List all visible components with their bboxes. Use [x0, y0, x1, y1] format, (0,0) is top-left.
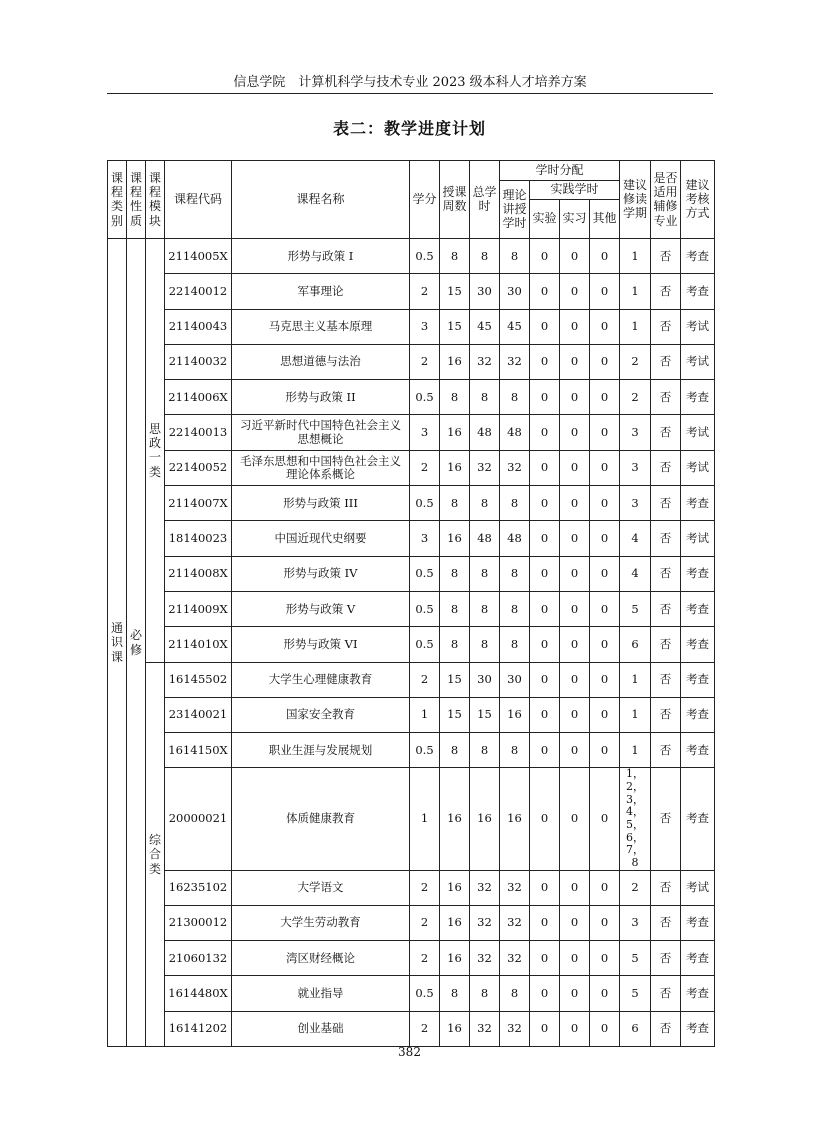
cell-total: 8 — [470, 591, 500, 626]
cell-total: 8 — [470, 556, 500, 591]
cell-experiment: 0 — [530, 905, 560, 940]
cell-assessment: 考查 — [681, 733, 715, 768]
cell-code: 16141202 — [165, 1011, 232, 1046]
cell-assessment: 考查 — [681, 591, 715, 626]
cell-minor: 否 — [651, 697, 681, 732]
cell-minor: 否 — [651, 591, 681, 626]
cell-name: 就业指导 — [232, 976, 410, 1011]
cell-internship: 0 — [560, 380, 590, 415]
cell-weeks: 16 — [440, 344, 470, 379]
cell-internship: 0 — [560, 591, 590, 626]
cell-assessment: 考查 — [681, 380, 715, 415]
cell-semester: 1，2，3，4，5，6，7，8 — [620, 768, 651, 870]
cell-weeks: 8 — [440, 733, 470, 768]
module-cell-ideology: 思政一类 — [146, 239, 165, 663]
cell-credit: 2 — [410, 905, 440, 940]
cell-minor: 否 — [651, 768, 681, 870]
cell-weeks: 8 — [440, 976, 470, 1011]
cell-code: 1614480X — [165, 976, 232, 1011]
cell-internship: 0 — [560, 627, 590, 662]
table-row — [108, 1011, 715, 1046]
cell-credit: 2 — [410, 274, 440, 309]
cell-semester: 4 — [620, 521, 651, 556]
page-number: 382 — [398, 1045, 421, 1059]
table-row — [108, 627, 715, 662]
cell-experiment: 0 — [530, 1011, 560, 1046]
cell-code: 2114008X — [165, 556, 232, 591]
cell-minor: 否 — [651, 976, 681, 1011]
cell-semester: 5 — [620, 941, 651, 976]
cell-theory: 32 — [500, 905, 530, 940]
cell-assessment: 考查 — [681, 976, 715, 1011]
cell-minor: 否 — [651, 521, 681, 556]
cell-minor: 否 — [651, 627, 681, 662]
cell-name: 湾区财经概论 — [232, 941, 410, 976]
cell-other: 0 — [590, 486, 620, 521]
cell-code: 20000021 — [165, 768, 232, 870]
header-category: 课程类别 — [108, 161, 127, 239]
table-row — [108, 344, 715, 379]
cell-experiment: 0 — [530, 486, 560, 521]
cell-other: 0 — [590, 380, 620, 415]
cell-weeks: 8 — [440, 591, 470, 626]
cell-credit: 2 — [410, 941, 440, 976]
cell-total: 8 — [470, 239, 500, 274]
cell-minor: 否 — [651, 274, 681, 309]
table-row — [108, 415, 715, 450]
cell-experiment: 0 — [530, 380, 560, 415]
cell-total: 48 — [470, 415, 500, 450]
cell-assessment: 考查 — [681, 274, 715, 309]
cell-assessment: 考查 — [681, 905, 715, 940]
cell-theory: 48 — [500, 521, 530, 556]
cell-credit: 3 — [410, 415, 440, 450]
cell-total: 16 — [470, 768, 500, 870]
cell-name: 毛泽东思想和中国特色社会主义理论体系概论 — [232, 450, 410, 485]
cell-code: 22140012 — [165, 274, 232, 309]
cell-credit: 2 — [410, 344, 440, 379]
cell-theory: 16 — [500, 697, 530, 732]
cell-code: 18140023 — [165, 521, 232, 556]
cell-code: 21300012 — [165, 905, 232, 940]
header-nature: 课程性质 — [127, 161, 146, 239]
cell-semester: 4 — [620, 556, 651, 591]
cell-experiment: 0 — [530, 239, 560, 274]
cell-internship: 0 — [560, 274, 590, 309]
cell-name: 思想道德与法治 — [232, 344, 410, 379]
cell-assessment: 考查 — [681, 662, 715, 697]
cell-weeks: 16 — [440, 521, 470, 556]
cell-semester: 1 — [620, 662, 651, 697]
cell-experiment: 0 — [530, 450, 560, 485]
header-experiment: 实验 — [530, 200, 560, 239]
cell-semester: 5 — [620, 591, 651, 626]
table-row — [108, 380, 715, 415]
cell-experiment: 0 — [530, 976, 560, 1011]
cell-assessment: 考查 — [681, 486, 715, 521]
cell-total: 48 — [470, 521, 500, 556]
cell-name: 形势与政策 V — [232, 591, 410, 626]
header-name: 课程名称 — [232, 161, 410, 239]
cell-assessment: 考查 — [681, 697, 715, 732]
cell-experiment: 0 — [530, 309, 560, 344]
cell-internship: 0 — [560, 239, 590, 274]
cell-total: 30 — [470, 274, 500, 309]
cell-total: 8 — [470, 976, 500, 1011]
cell-name: 形势与政策 II — [232, 380, 410, 415]
cell-internship: 0 — [560, 1011, 590, 1046]
cell-theory: 48 — [500, 415, 530, 450]
cell-experiment: 0 — [530, 870, 560, 905]
cell-other: 0 — [590, 415, 620, 450]
cell-minor: 否 — [651, 733, 681, 768]
cell-weeks: 16 — [440, 905, 470, 940]
cell-other: 0 — [590, 344, 620, 379]
cell-other: 0 — [590, 905, 620, 940]
cell-assessment: 考查 — [681, 239, 715, 274]
cell-total: 8 — [470, 627, 500, 662]
header-divider — [107, 93, 713, 94]
cell-internship: 0 — [560, 976, 590, 1011]
table-row — [108, 556, 715, 591]
cell-other: 0 — [590, 274, 620, 309]
cell-other: 0 — [590, 556, 620, 591]
header-semester: 建议修读学期 — [620, 161, 651, 239]
cell-experiment: 0 — [530, 941, 560, 976]
table-row — [108, 486, 715, 521]
cell-minor: 否 — [651, 415, 681, 450]
cell-semester: 3 — [620, 415, 651, 450]
cell-code: 2114005X — [165, 239, 232, 274]
cell-other: 0 — [590, 870, 620, 905]
cell-theory: 32 — [500, 450, 530, 485]
cell-other: 0 — [590, 309, 620, 344]
cell-experiment: 0 — [530, 591, 560, 626]
cell-weeks: 8 — [440, 239, 470, 274]
cell-credit: 2 — [410, 450, 440, 485]
header-credit: 学分 — [410, 161, 440, 239]
cell-minor: 否 — [651, 344, 681, 379]
header-internship: 实习 — [560, 200, 590, 239]
cell-internship: 0 — [560, 941, 590, 976]
cell-experiment: 0 — [530, 521, 560, 556]
cell-code: 21140032 — [165, 344, 232, 379]
cell-name: 形势与政策 IV — [232, 556, 410, 591]
cell-other: 0 — [590, 521, 620, 556]
cell-minor: 否 — [651, 556, 681, 591]
cell-experiment: 0 — [530, 662, 560, 697]
cell-name: 形势与政策 I — [232, 239, 410, 274]
cell-semester: 1 — [620, 733, 651, 768]
teaching-schedule-table — [107, 160, 715, 1047]
cell-assessment: 考试 — [681, 870, 715, 905]
cell-theory: 32 — [500, 344, 530, 379]
cell-internship: 0 — [560, 662, 590, 697]
cell-internship: 0 — [560, 344, 590, 379]
cell-credit: 3 — [410, 309, 440, 344]
cell-semester: 1 — [620, 309, 651, 344]
header-practice-hours: 实践学时 — [530, 181, 620, 200]
cell-credit: 2 — [410, 662, 440, 697]
cell-total: 8 — [470, 380, 500, 415]
cell-assessment: 考试 — [681, 309, 715, 344]
cell-experiment: 0 — [530, 733, 560, 768]
cell-other: 0 — [590, 976, 620, 1011]
cell-code: 16145502 — [165, 662, 232, 697]
cell-credit: 1 — [410, 697, 440, 732]
cell-assessment: 考试 — [681, 521, 715, 556]
cell-experiment: 0 — [530, 768, 560, 870]
cell-weeks: 8 — [440, 627, 470, 662]
cell-theory: 32 — [500, 870, 530, 905]
cell-theory: 8 — [500, 556, 530, 591]
cell-weeks: 16 — [440, 450, 470, 485]
cell-other: 0 — [590, 239, 620, 274]
cell-minor: 否 — [651, 309, 681, 344]
cell-credit: 0.5 — [410, 380, 440, 415]
cell-other: 0 — [590, 450, 620, 485]
cell-internship: 0 — [560, 556, 590, 591]
cell-minor: 否 — [651, 450, 681, 485]
cell-weeks: 8 — [440, 486, 470, 521]
cell-internship: 0 — [560, 415, 590, 450]
cell-theory: 16 — [500, 768, 530, 870]
cell-weeks: 16 — [440, 1011, 470, 1046]
cell-internship: 0 — [560, 521, 590, 556]
cell-theory: 8 — [500, 733, 530, 768]
cell-code: 22140013 — [165, 415, 232, 450]
cell-minor: 否 — [651, 941, 681, 976]
cell-credit: 0.5 — [410, 733, 440, 768]
header-hour-distribution: 学时分配 — [500, 161, 620, 181]
cell-minor: 否 — [651, 380, 681, 415]
cell-credit: 0.5 — [410, 556, 440, 591]
cell-experiment: 0 — [530, 627, 560, 662]
cell-experiment: 0 — [530, 344, 560, 379]
cell-total: 32 — [470, 905, 500, 940]
cell-name: 形势与政策 III — [232, 486, 410, 521]
cell-name: 国家安全教育 — [232, 697, 410, 732]
cell-semester: 3 — [620, 905, 651, 940]
running-header: 信息学院 计算机科学与技术专业 2023 级本科人才培养方案 — [233, 75, 587, 90]
table-row — [108, 905, 715, 940]
cell-code: 2114010X — [165, 627, 232, 662]
cell-code: 23140021 — [165, 697, 232, 732]
cell-credit: 2 — [410, 1011, 440, 1046]
cell-other: 0 — [590, 941, 620, 976]
cell-minor: 否 — [651, 486, 681, 521]
cell-other: 0 — [590, 768, 620, 870]
cell-name: 创业基础 — [232, 1011, 410, 1046]
cell-code: 22140052 — [165, 450, 232, 485]
table-row — [108, 521, 715, 556]
page-title: 表二：教学进度计划 — [332, 119, 486, 138]
header-code: 课程代码 — [165, 161, 232, 239]
cell-total: 8 — [470, 733, 500, 768]
table-row — [108, 662, 715, 697]
table-row — [108, 309, 715, 344]
cell-semester: 3 — [620, 486, 651, 521]
header-weeks: 授课周数 — [440, 161, 470, 239]
cell-total: 32 — [470, 870, 500, 905]
cell-name: 中国近现代史纲要 — [232, 521, 410, 556]
cell-semester: 6 — [620, 627, 651, 662]
header-total-hours: 总学时 — [470, 161, 500, 239]
category-cell: 通识课 — [108, 239, 127, 1047]
cell-semester: 1 — [620, 239, 651, 274]
cell-name: 体质健康教育 — [232, 768, 410, 870]
cell-semester: 5 — [620, 976, 651, 1011]
cell-internship: 0 — [560, 768, 590, 870]
cell-semester: 6 — [620, 1011, 651, 1046]
cell-theory: 8 — [500, 486, 530, 521]
cell-name: 职业生涯与发展规划 — [232, 733, 410, 768]
cell-credit: 1 — [410, 768, 440, 870]
nature-cell: 必修 — [127, 239, 146, 1047]
cell-assessment: 考试 — [681, 450, 715, 485]
cell-credit: 0.5 — [410, 976, 440, 1011]
header-assessment: 建议考核方式 — [681, 161, 715, 239]
cell-weeks: 15 — [440, 274, 470, 309]
cell-assessment: 考查 — [681, 627, 715, 662]
table-row — [108, 768, 715, 870]
header-module: 课程模块 — [146, 161, 165, 239]
cell-assessment: 考试 — [681, 415, 715, 450]
cell-total: 8 — [470, 486, 500, 521]
header-other: 其他 — [590, 200, 620, 239]
table-row — [108, 941, 715, 976]
cell-theory: 8 — [500, 627, 530, 662]
cell-code: 16235102 — [165, 870, 232, 905]
cell-weeks: 8 — [440, 556, 470, 591]
table-row — [108, 450, 715, 485]
cell-internship: 0 — [560, 450, 590, 485]
cell-code: 2114006X — [165, 380, 232, 415]
cell-credit: 0.5 — [410, 239, 440, 274]
cell-semester: 3 — [620, 450, 651, 485]
cell-minor: 否 — [651, 905, 681, 940]
cell-total: 15 — [470, 697, 500, 732]
cell-weeks: 8 — [440, 380, 470, 415]
cell-experiment: 0 — [530, 697, 560, 732]
cell-experiment: 0 — [530, 556, 560, 591]
table-row — [108, 274, 715, 309]
cell-total: 32 — [470, 941, 500, 976]
table-row — [108, 870, 715, 905]
cell-total: 32 — [470, 1011, 500, 1046]
cell-weeks: 15 — [440, 697, 470, 732]
cell-weeks: 15 — [440, 662, 470, 697]
cell-semester: 1 — [620, 697, 651, 732]
cell-name: 形势与政策 VI — [232, 627, 410, 662]
cell-minor: 否 — [651, 870, 681, 905]
cell-total: 32 — [470, 344, 500, 379]
cell-semester: 2 — [620, 870, 651, 905]
cell-total: 32 — [470, 450, 500, 485]
cell-internship: 0 — [560, 697, 590, 732]
cell-internship: 0 — [560, 309, 590, 344]
cell-experiment: 0 — [530, 415, 560, 450]
cell-total: 45 — [470, 309, 500, 344]
cell-assessment: 考查 — [681, 1011, 715, 1046]
cell-code: 2114009X — [165, 591, 232, 626]
cell-code: 2114007X — [165, 486, 232, 521]
cell-name: 马克思主义基本原理 — [232, 309, 410, 344]
cell-name: 军事理论 — [232, 274, 410, 309]
cell-weeks: 16 — [440, 870, 470, 905]
table-row — [108, 239, 715, 274]
cell-credit: 0.5 — [410, 591, 440, 626]
cell-weeks: 15 — [440, 309, 470, 344]
cell-credit: 3 — [410, 521, 440, 556]
cell-internship: 0 — [560, 733, 590, 768]
header-theory-hours: 理论讲授学时 — [500, 181, 530, 239]
cell-assessment: 考试 — [681, 344, 715, 379]
cell-assessment: 考查 — [681, 768, 715, 870]
header-minor: 是否适用辅修专业 — [651, 161, 681, 239]
cell-minor: 否 — [651, 1011, 681, 1046]
cell-credit: 0.5 — [410, 486, 440, 521]
table-row — [108, 976, 715, 1011]
cell-code: 21140043 — [165, 309, 232, 344]
cell-other: 0 — [590, 733, 620, 768]
cell-theory: 8 — [500, 976, 530, 1011]
cell-experiment: 0 — [530, 274, 560, 309]
cell-weeks: 16 — [440, 415, 470, 450]
module-cell-comprehensive: 综合类 — [146, 662, 165, 1047]
cell-theory: 30 — [500, 662, 530, 697]
cell-theory: 30 — [500, 274, 530, 309]
cell-internship: 0 — [560, 905, 590, 940]
cell-other: 0 — [590, 591, 620, 626]
cell-name: 大学生心理健康教育 — [232, 662, 410, 697]
cell-theory: 8 — [500, 239, 530, 274]
cell-other: 0 — [590, 1011, 620, 1046]
cell-name: 大学语文 — [232, 870, 410, 905]
cell-code: 21060132 — [165, 941, 232, 976]
table-row — [108, 591, 715, 626]
cell-theory: 8 — [500, 591, 530, 626]
cell-semester: 2 — [620, 344, 651, 379]
cell-name: 大学生劳动教育 — [232, 905, 410, 940]
cell-minor: 否 — [651, 662, 681, 697]
table-row — [108, 697, 715, 732]
cell-theory: 32 — [500, 941, 530, 976]
cell-other: 0 — [590, 627, 620, 662]
cell-theory: 8 — [500, 380, 530, 415]
cell-credit: 0.5 — [410, 627, 440, 662]
table-row — [108, 733, 715, 768]
cell-assessment: 考查 — [681, 941, 715, 976]
cell-other: 0 — [590, 662, 620, 697]
cell-other: 0 — [590, 697, 620, 732]
cell-minor: 否 — [651, 239, 681, 274]
cell-total: 30 — [470, 662, 500, 697]
cell-name: 习近平新时代中国特色社会主义思想概论 — [232, 415, 410, 450]
cell-semester: 2 — [620, 380, 651, 415]
cell-credit: 2 — [410, 870, 440, 905]
cell-theory: 45 — [500, 309, 530, 344]
cell-weeks: 16 — [440, 768, 470, 870]
cell-theory: 32 — [500, 1011, 530, 1046]
cell-code: 1614150X — [165, 733, 232, 768]
cell-internship: 0 — [560, 870, 590, 905]
cell-assessment: 考查 — [681, 556, 715, 591]
cell-weeks: 16 — [440, 941, 470, 976]
cell-internship: 0 — [560, 486, 590, 521]
cell-semester: 1 — [620, 274, 651, 309]
